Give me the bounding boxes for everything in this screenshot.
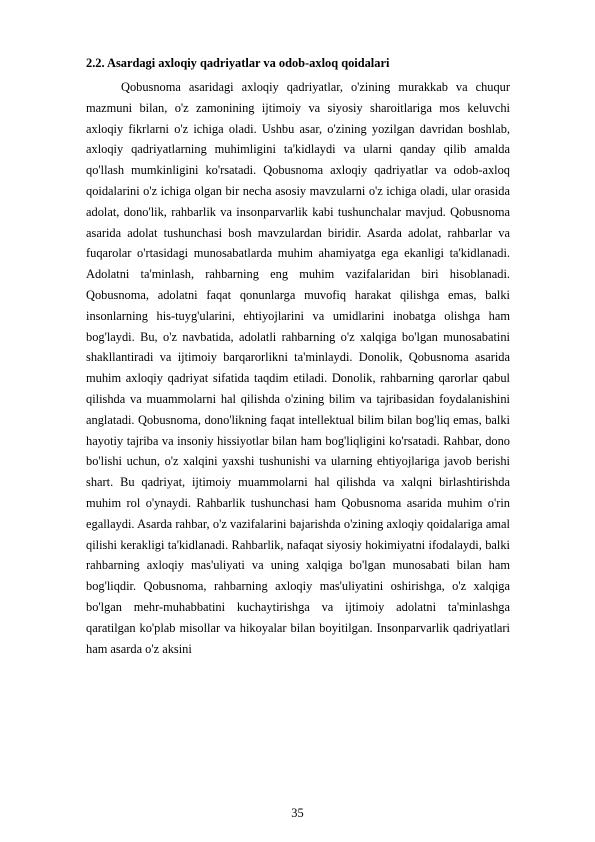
section-heading: 2.2. Asardagi axloqiy qadriyatlar va odob-axloq qoidalari: [86, 56, 390, 70]
page-number: 35: [291, 806, 304, 820]
body-paragraph: Qobusnoma asaridagi axloqiy qadriyatlar, o'zining murakkab va chuqur mazmuni bilan, o'z zamonining ijtimoiy va siyosiy sharoitlariga mos keluvchi axloqiy fikrlarni o'z ichiga oladi. Ushbu asar, o'zining yozilgan davridan boshlab, axloqiy qadriyatlarning muhimligini ta'kidlaydi va ularni qanday qilib amalda qo'llash mumkinligini ko'rsatadi. Qobusnoma axloqiy qadriyatlar va odob-axloq qoidalarini o'z ichiga olgan bir necha asosiy mavzularni o'z ichiga oladi, ular orasida adolat, dono'lik, rahbarlik va insonparvarlik kabi tushunchalar mavjud. Qobusnoma asarida adolat tushunchasi bosh mavzulardan biridir. Asarda adolat, rahbarlar va fuqarolar o'rtasidagi munosabatlarda muhim ahamiyatga ega ekanligi ta'kidlanadi. Adolatni ta'minlash, rahbarning eng muhim vazifalaridan biri hisoblanadi. Qobusnoma, adolatni faqat qonunlarga muvofiq harakat qilishga emas, balki insonlarning his-tuyg'ularini, ehtiyojlarini va umidlarini inobatga olishga ham bog'laydi. Bu, o'z navbatida, adolatli rahbarning o'z xalqiga bo'lgan munosabatini shakllantiradi va ijtimoiy barqarorlikni ta'minlaydi. Donolik, Qobusnoma asarida muhim axloqiy qadriyat sifatida taqdim etiladi. Donolik, rahbarning qarorlar qabul qilishda va muammolarni hal qilishda o'zining bilim va tajribasidan foydalanishini anglatadi. Qobusnoma, dono'likning faqat intellektual bilim bilan bog'liq emas, balki hayotiy tajriba va insoniy hissiyotlar bilan ham bog'liqligini ko'rsatadi. Rahbar, dono bo'lishi uchun, o'z xalqini yaxshi tushunishi va ularning ehtiyojlariga javob berishi shart. Bu qadriyat, ijtimoiy muammolarni hal qilishda va xalqni birlashtirishda muhim rol o'ynaydi. Rahbarlik tushunchasi ham Qobusnoma asarida muhim o'rin egallaydi. Asarda rahbar, o'z vazifalarini bajarishda o'zining axloqiy qoidalariga amal qilishi kerakligi ta'kidlanadi. Rahbarlik, nafaqat siyosiy hokimiyatni ifodalaydi, balki rahbarning axloqiy mas'uliyati va uning xalqiga bo'lgan munosabati bilan ham bog'liqdir. Qobusnoma, rahbarning axloqiy mas'uliyatini oshirishga, o'z xalqiga bo'lgan mehr-muhabbatini kuchaytirishga va ijtimoiy adolatni ta'minlashga qaratilgan ko'plab misollar va hikoyalar bilan boyitilgan. Insonparvarlik qadriyatlari ham asarda o'z aksini: [86, 80, 510, 656]
